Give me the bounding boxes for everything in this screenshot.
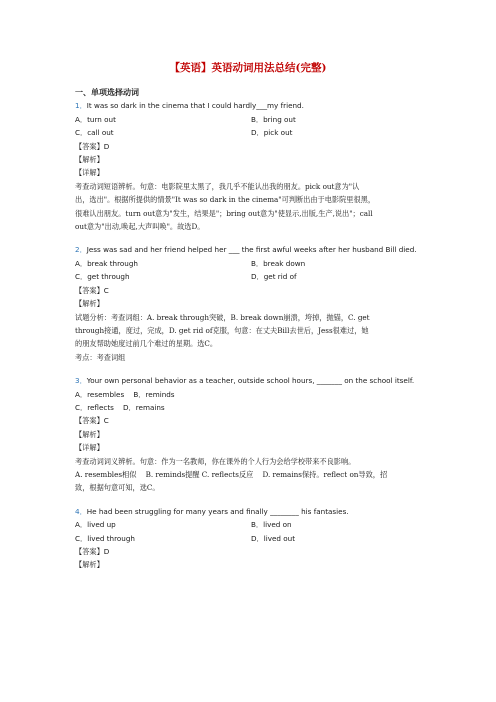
options-line-2: C．reflects D．remains: [75, 402, 165, 412]
option-b: B．bring out: [251, 114, 296, 124]
question-number: 3．: [75, 376, 87, 386]
option-a: A．break through: [75, 258, 138, 268]
analysis-label: 【解析】: [75, 429, 104, 439]
analysis-label: 【解析】: [75, 299, 104, 309]
explanation: [75, 455, 427, 495]
question-stem: It was so dark in the cinema that I could hardly___my friend.: [86, 101, 304, 111]
question-number: 2．: [75, 245, 87, 255]
question-stem: Your own personal behavior as a teacher, outside school hours, _______ on the school itself.: [86, 376, 415, 386]
question-1: [75, 99, 427, 233]
option-b: B．lived on: [251, 520, 292, 530]
option-c: C．lived through: [75, 533, 135, 543]
explanation-line: 的朋友帮助她度过前几个难过的星期。选C。: [75, 339, 218, 349]
question-2: [75, 243, 427, 364]
detail-label: 【详解】: [75, 443, 104, 453]
option-c: C．get through: [75, 272, 130, 282]
explanation: [75, 311, 427, 351]
answer: 【答案】D: [75, 141, 110, 151]
explanation-line: 致，根据句意可知，选C。: [75, 483, 160, 493]
question-3: [75, 374, 427, 495]
explanation-line: 出，选出"。根据所提供的情景"It was so dark in the cinema"可判断出由于电影院里很黑，: [75, 195, 376, 205]
option-d: D．get rid of: [251, 272, 297, 282]
option-a: A．lived up: [75, 520, 116, 530]
explanation-line: 很难认出朋友。turn out意为"发生，结果是"；bring out意为"使显示,出版,生产,说出"；call: [75, 208, 373, 218]
answer: 【答案】C: [75, 416, 109, 426]
explanation-line: 考查动词短语辨析。句意：电影院里太黑了，我几乎不能认出我的朋友。pick out意为"认: [75, 181, 360, 191]
section-heading: 一、单项选择动词: [75, 88, 139, 97]
detail-label: 【详解】: [75, 168, 104, 178]
question-number: 4．: [75, 506, 87, 516]
analysis-label: 【解析】: [75, 560, 104, 570]
option-a: A．turn out: [75, 114, 116, 124]
answer: 【答案】C: [75, 285, 109, 295]
options-line-1: A．resembles B．reminds: [75, 389, 175, 399]
explanation-line: A. resembles相似 B. reminds提醒 C. reflects反应 D. remains保持。reflect on导致，招: [75, 469, 388, 479]
question-stem: Jess was sad and her friend helped her ___ the first awful weeks after her husband Bill died.: [86, 245, 417, 255]
question-stem: He had been struggling for many years and finally ________ his fantasies.: [86, 506, 349, 516]
question-4: [75, 505, 427, 572]
explanation-line: out意为"出动,唤起,大声叫唤"。故选D。: [75, 222, 205, 232]
explanation-line: through接通，度过，完成，D. get rid of克服，句意：在丈夫Bill去世后，Jess很难过，她: [75, 325, 369, 335]
option-b: B．break down: [251, 258, 306, 268]
option-d: D．pick out: [251, 128, 293, 138]
explanation: [75, 180, 427, 234]
page-title: 【英语】英语动词用法总结(完整): [169, 62, 327, 74]
key-point: 考点：考查词组: [75, 352, 126, 362]
option-c: C．call out: [75, 128, 114, 138]
analysis-label: 【解析】: [75, 155, 104, 165]
option-d: D．lived out: [251, 533, 296, 543]
document-body: [75, 86, 427, 572]
question-number: 1．: [75, 101, 87, 111]
answer: 【答案】D: [75, 547, 110, 556]
explanation-line: 试题分析：考查词组：A. break through突破，B. break down崩溃，垮掉，抛锚，C. get: [75, 312, 370, 322]
explanation-line: 考查动词词义辨析。句意：作为一名教师，你在课外的个人行为会给学校带来不良影响。: [75, 456, 356, 466]
